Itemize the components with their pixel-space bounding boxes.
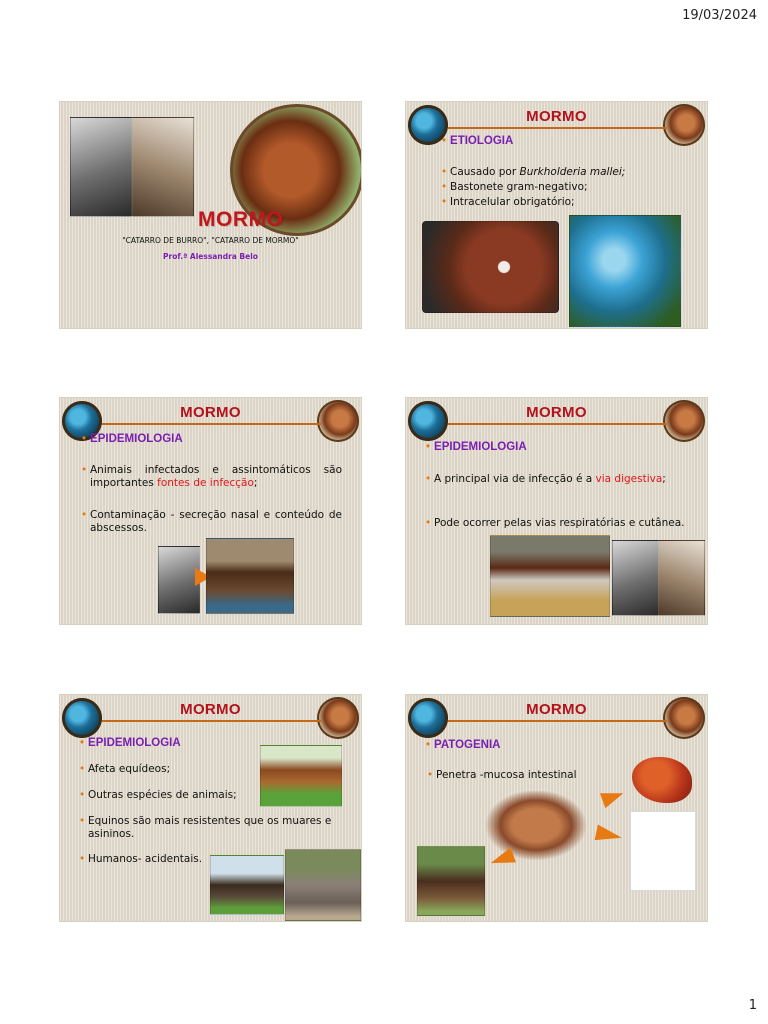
slide-5-bullet-3: • Equinos são mais resistentes que os muares e asininos.	[79, 815, 332, 840]
slide-2-bullet-1: • Causado por Burkholderia mallei;	[441, 166, 626, 178]
slide-1-title-text: MORMO	[198, 208, 284, 231]
slide-2-etiologia	[406, 102, 707, 328]
slide-4-epidemiologia	[406, 398, 707, 624]
page-number: 1	[748, 998, 757, 1013]
culture-plate-photo	[422, 221, 559, 313]
slide-2-title: MORMO	[526, 108, 587, 125]
slide-6-section: • PATOGENIA	[426, 739, 500, 751]
horses-eating-hay-photo	[490, 535, 610, 617]
slide-5-section: • EPIDEMIOLOGIA	[80, 737, 181, 749]
slide-5-bullet-1: • Afeta equídeos;	[79, 763, 171, 775]
liver-illustration	[632, 757, 692, 803]
slide-1-subtitle: "CATARRO DE BURRO", "CATARRO DE MORMO"	[122, 236, 299, 245]
horse-lesion-photo	[132, 117, 194, 217]
slide-6-bullet-1: • Penetra -mucosa intestinal	[427, 769, 577, 781]
donkeys-field-photo	[210, 855, 284, 915]
slide-3-bullet-2: • Contaminação - secreção nasal e conteúdo de abscessos.	[81, 509, 342, 534]
slide-2-bullet-3: • Intracelular obrigatório;	[441, 196, 575, 208]
slide-1-author: Prof.ª Alessandra Belo	[163, 252, 258, 261]
title-rule	[448, 720, 667, 722]
horse-skin-lesion-photo	[417, 846, 485, 916]
slide-5-bullet-4: • Humanos- acidentais.	[79, 853, 203, 865]
arrow-right-icon	[595, 824, 624, 845]
donkey-head-photo	[158, 546, 200, 614]
horses-group-photo	[206, 538, 294, 614]
title-rule	[102, 423, 321, 425]
slide-4-bullet-2: • Pode ocorrer pelas vias respiratórias e cutânea.	[425, 517, 685, 529]
slide-2-bullet-2: • Bastonete gram-negativo;	[441, 181, 588, 193]
lungs-illustration	[630, 811, 696, 891]
title-rule	[448, 423, 667, 425]
bacteria-microscopy-photo	[569, 215, 681, 327]
slide-3-epidemiologia	[60, 398, 361, 624]
slide-3-bullet-1: • Animais infectados e assintomáticos são importantes fontes de infecção;	[81, 464, 342, 489]
slide-6-patogenia	[406, 695, 707, 921]
mare-and-foal-photo	[260, 745, 342, 807]
donkey-head-photo	[70, 117, 132, 217]
slide-4-section: • EPIDEMIOLOGIA	[426, 441, 527, 453]
page-date: 19/03/2024	[682, 8, 757, 23]
slide-6-title: MORMO	[526, 701, 587, 718]
donkey-head-photo	[612, 540, 659, 616]
slide-4-bullet-1: • A principal via de infecção é a via digestiva;	[425, 473, 666, 485]
mules-standing-photo	[285, 849, 361, 921]
title-rule	[102, 720, 321, 722]
slide-4-title: MORMO	[526, 404, 587, 421]
slide-3-section: • EPIDEMIOLOGIA	[82, 433, 183, 445]
slide-1-title	[60, 102, 361, 328]
title-rule	[448, 127, 667, 129]
slide-3-title: MORMO	[180, 404, 241, 421]
arrow-right-icon	[600, 786, 626, 809]
slide-5-title: MORMO	[180, 701, 241, 718]
horse-lesion-photo	[658, 540, 705, 616]
slide-5-epidemiologia	[60, 695, 361, 921]
slide-2-section: • ETIOLOGIA	[442, 135, 513, 147]
slide-5-bullet-2: • Outras espécies de animais;	[79, 789, 237, 801]
